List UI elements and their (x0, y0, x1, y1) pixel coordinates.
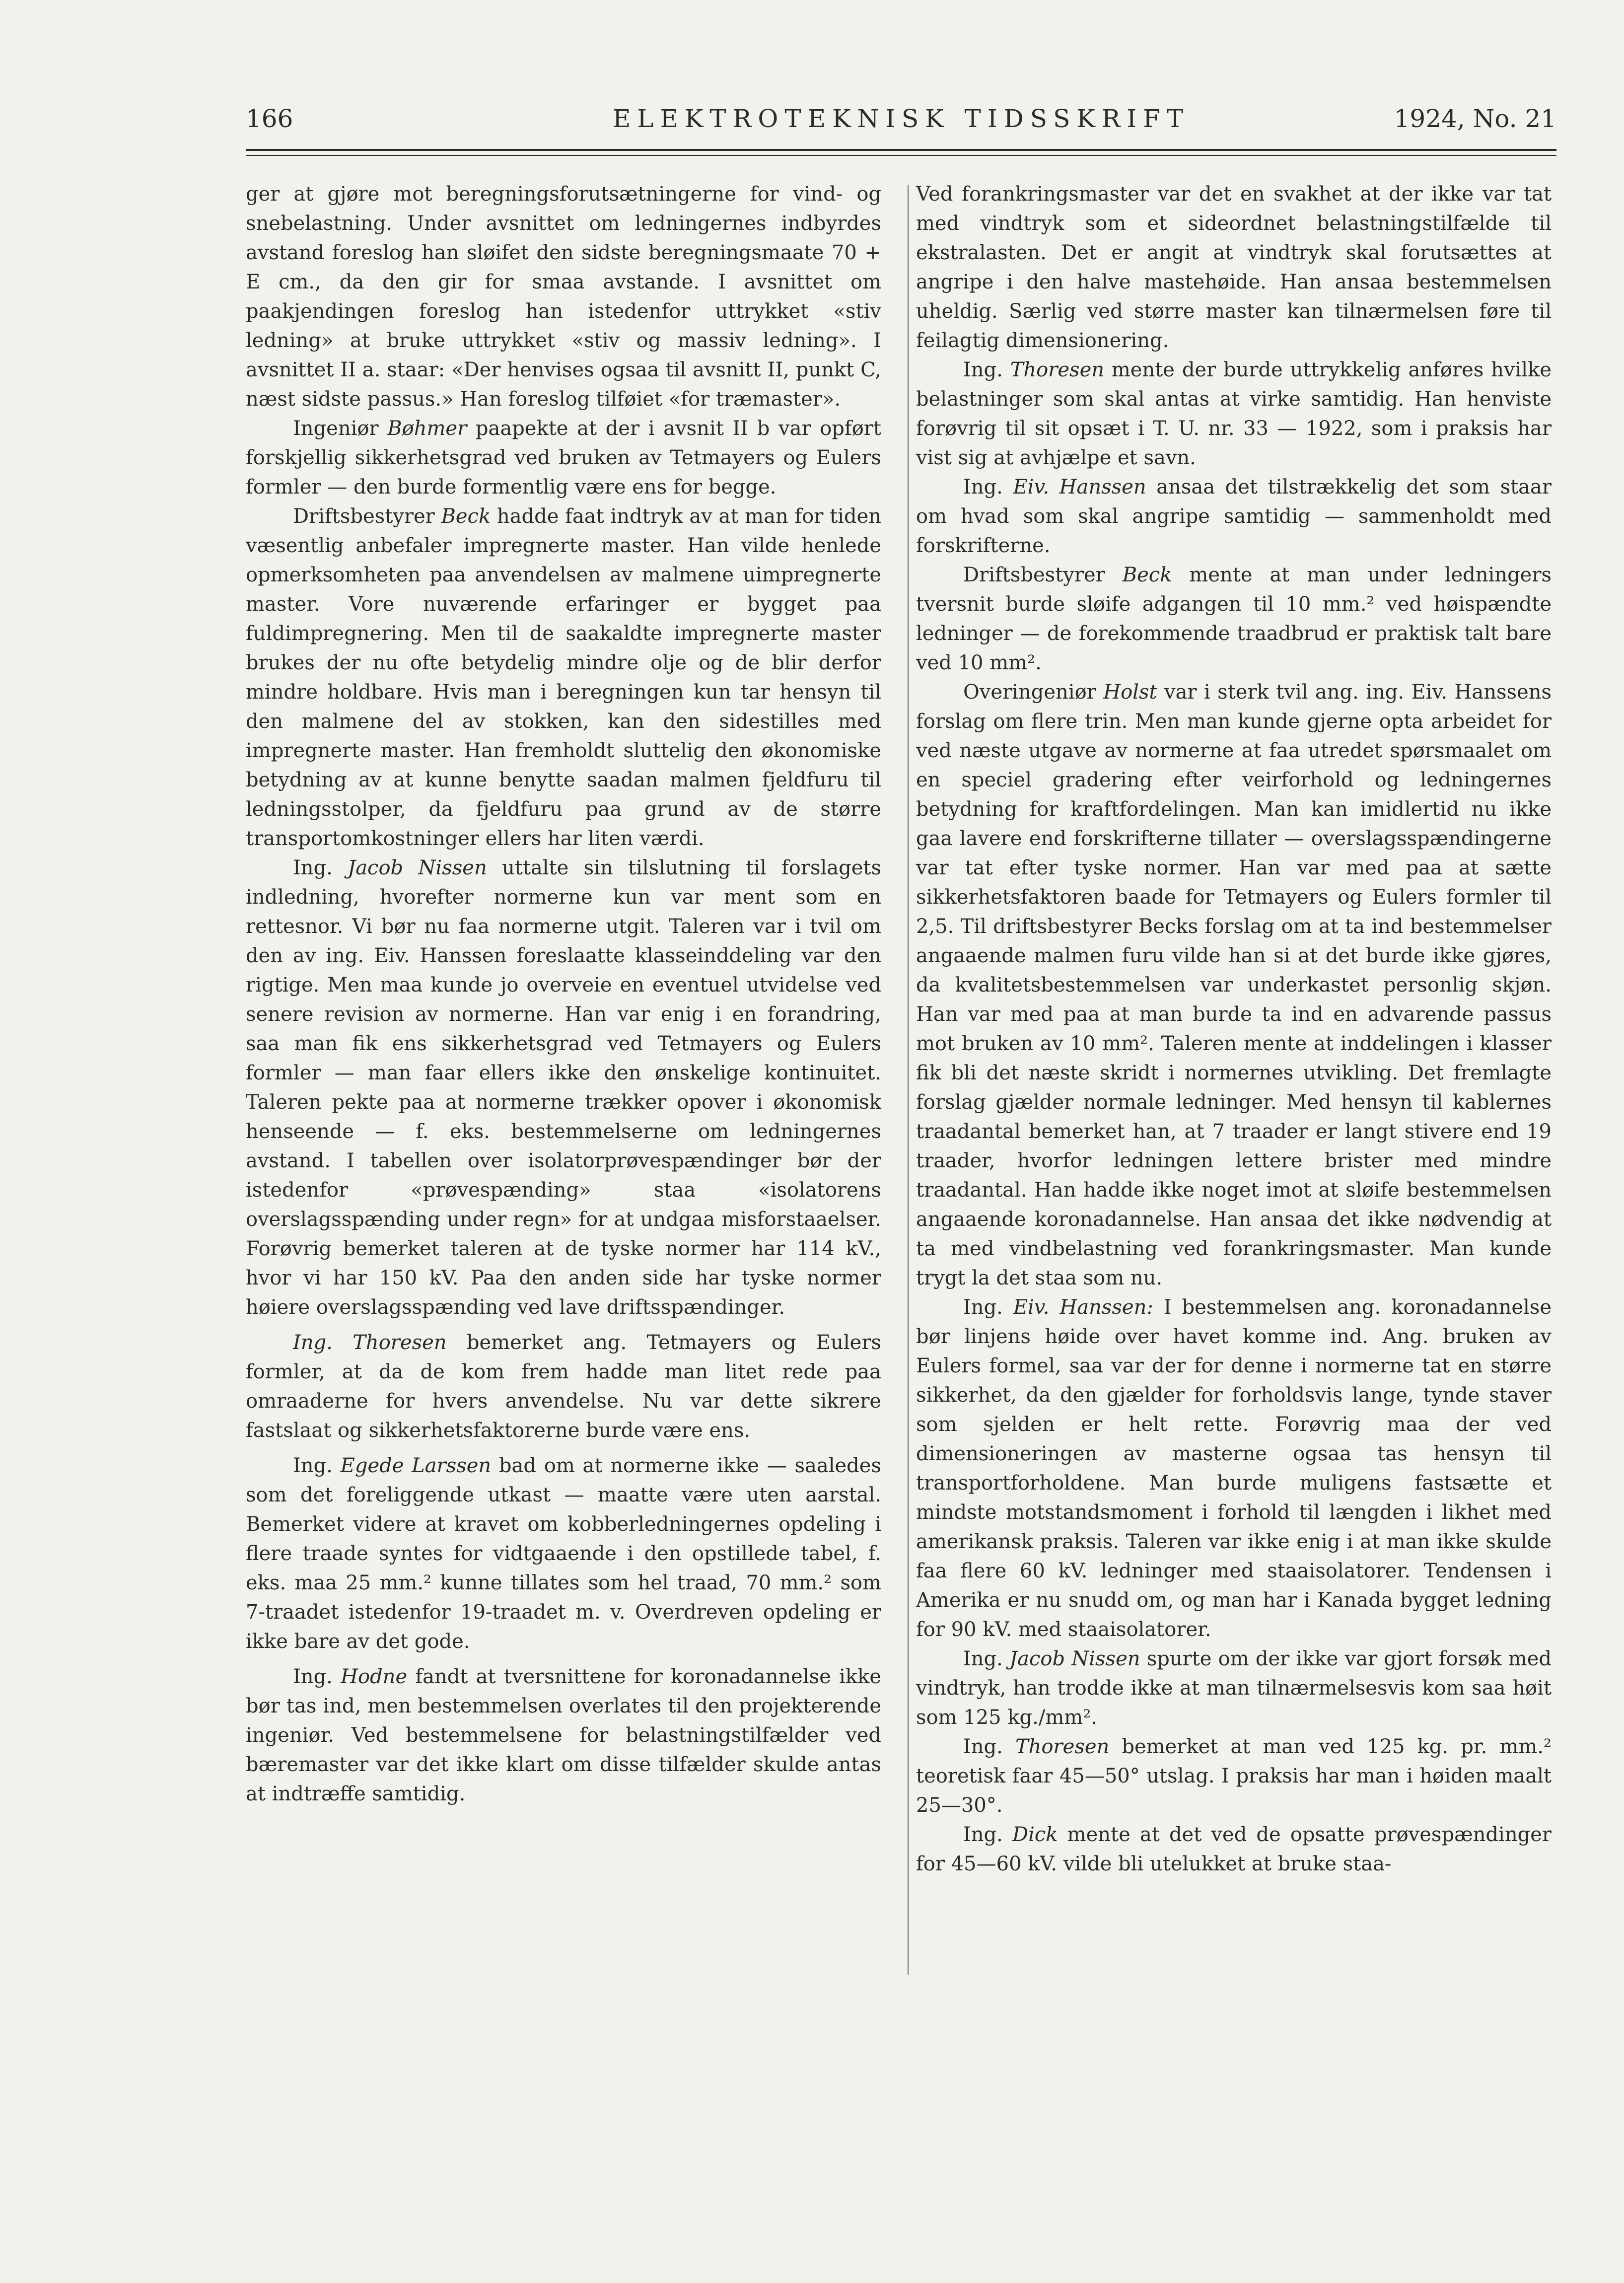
speaker-title: Ing. (963, 1735, 1015, 1758)
column-divider (908, 185, 909, 1975)
speaker-title: Driftsbestyrer (293, 505, 441, 528)
paragraph-text: mente at man under ledningers tversnit burde sløife adgangen til 10 mm.² ved høispændte ledninger — de forekommende traadbrud er praktisk talt bare ved 10 mm². (916, 564, 1552, 674)
paragraph-text: hadde faat indtryk av at man for tiden væsentlig anbefaler impregnerte master. Han vilde henlede opmerksomheten paa anvendelsen av malmene uimpregnerte master. Vore nuværende erfaringer er bygget paa fuldimpregnering. Men til de saakaldte impregnerte master brukes der nu ofte betydelig mindre olje og de blir derfor mindre holdbare. Hvis man i beregningen kun tar hensyn til den malmene del av stokken, kan den sidestilles med impregnerte master. Han fremholdt sluttelig den økonomiske betydning av at kunne benytte saadan malmen fjeldfuru til ledningsstolper, da fjeldfuru paa grund av de større transportomkostninger ellers har liten værdi. (246, 505, 882, 850)
speaker-title: Driftsbestyrer (963, 564, 1123, 586)
paragraph (246, 1662, 881, 1809)
speaker-name: Hodne (341, 1665, 408, 1688)
speaker-title: Ing. (293, 1331, 353, 1354)
speaker-title: Ing. (293, 856, 348, 879)
paragraph-text: mente at det ved de opsatte prøvespændinger for 45—60 kV. vilde bli utelukket at bruke staa- (916, 1823, 1552, 1875)
paragraph-text: mente der burde uttrykkelig anføres hvilke belastninger som skal antas at virke samtidig. Han henviste forøvrig til sit opsæt i T. U. nr. 33 — 1922, som i praksis har vist sig at avhjælpe et savn. (916, 358, 1552, 469)
paragraph-text: paapekte at der i avsnit II b var opført forskjellig sikkerhetsgrad ved bruken av Tetmayers og Eulers formler — den burde formentlig være ens for begge. (246, 417, 881, 499)
paragraph-text: fandt at tversnittene for koronadannelse ikke bør tas ind, men bestemmelsen overlates til den projekterende ingeniør. Ved bestemmelsene for belastningstilfælder ved bæremaster var det ikke klart om disse tilfælder skulde antas at indtræffe samtidig. (246, 1665, 881, 1805)
speaker-name: Thoresen (1010, 358, 1105, 381)
paragraph (916, 561, 1552, 678)
paragraph-text: ansaa det tilstrækkelig det som staar om hvad som skal angripe samtidig — sammenholdt med forskrifterne. (916, 476, 1552, 557)
paragraph (916, 1644, 1552, 1732)
speaker-name: Dick (1012, 1823, 1058, 1846)
paragraph-text: I bestemmelsen ang. koronadannelse bør linjens høide over havet komme ind. Ang. bruken av Eulers formel, saa var der for denne i normerne tat en større sikkerhet, da den gjælder for forholdsvis lange, tynde staver som sjelden er helt rette. Forøvrig maa der ved dimensioneringen av masterne ogsaa tas hensyn til transportforholdene. Man burde muligens fastsætte et mindste motstandsmoment i forhold til længden i likhet med amerikansk praksis. Taleren var ikke enig i at man ikke skulde faa flere 60 kV. ledninger med staaisolatorer. Tendensen i Amerika er nu snudd om, og man har i Kanada bygget ledning for 90 kV. med staaisolatorer. (916, 1296, 1552, 1641)
paragraph-text: Ved forankringsmaster var det en svakhet at der ikke var tat med vindtryk som et sideordnet belastningstilfælde til ekstralasten. Det er angit at vindtryk skal forutsættes at angripe i den halve mastehøide. Han ansaa bestemmelsen uheldig. Særlig ved større master kan tilnærmelsen føre til feilagtig dimensionering. (916, 183, 1552, 352)
journal-title: ELEKTROTEKNISK TIDSSKRIFT (612, 104, 1190, 133)
paragraph (246, 502, 881, 854)
left-column (246, 180, 881, 1809)
paragraph (916, 1293, 1552, 1644)
page-number: 166 (246, 104, 293, 133)
page-header (246, 104, 1556, 134)
paragraph (916, 356, 1552, 473)
header-rule (246, 149, 1556, 156)
paragraph (916, 180, 1552, 356)
speaker-name: Eiv. Hanssen (1013, 476, 1146, 499)
speaker-title: Overingeniør (963, 681, 1104, 704)
paragraph-text: var i sterk tvil ang. ing. Eiv. Hanssens forslag om flere trin. Men man kunde gjerne opta arbeidet for ved næste utgave av normerne at faa utredet spørsmaalet om en speciel gradering efter veirforhold og ledningernes betydning for kraftfordelingen. Man kan imidlertid nu ikke gaa lavere end forskrifterne tillater — overslagsspændingerne var tat efter tyske normer. Han var med paa at sætte sikkerhetsfaktoren baade for Tetmayers og Eulers formler til 2,5. Til driftsbestyrer Becks forslag om at ta ind bestemmelser angaaende malmen furu vilde han si at det burde ikke gjøres, da kvalitetsbestemmelsen var underkastet personlig skjøn. Han var med paa at man burde ta ind en advarende passus mot bruken av 10 mm². Taleren mente at inddelingen i klasser fik bli det næste skridt i normernes utvikling. Det fremlagte forslag gjælder normale ledninger. Med hensyn til kablernes traadantal bemerket han, at 7 traader er langt stivere end 19 traader, hvorfor ledningen lettere brister med mindre traadantal. Han hadde ikke noget imot at sløife bestemmelsen angaaende koronadannelse. Han ansaa det ikke nødvendig at ta med vindbelastning ved forankringsmaster. Man kunde trygt la det staa som nu. (916, 681, 1552, 1289)
speaker-name: Bøhmer (387, 417, 467, 440)
paragraph (246, 1451, 881, 1656)
speaker-title: Ing. (963, 476, 1013, 499)
paragraph (916, 678, 1552, 1293)
paragraph-text: bad om at normerne ikke — saaledes som det foreliggende utkast — maatte være uten aarstal. Bemerket videre at kravet om kobberledningernes opdeling i flere traade syntes for vidtgaaende i den opstillede tabel, f. eks. maa 25 mm.² kunne tillates som hel traad, 70 mm.² som 7-traadet istedenfor 19-traadet m. v. Overdreven opdeling er ikke bare av det gode. (246, 1454, 881, 1653)
speaker-name: Egede Larssen (340, 1454, 492, 1477)
speaker-name: Jacob Nissen (1009, 1647, 1140, 1670)
paragraph (916, 1732, 1552, 1820)
speaker-name: Thoresen (353, 1331, 447, 1354)
paragraph-text: ger at gjøre mot beregningsforutsætningerne for vind- og snebelastning. Under avsnittet om ledningernes indbyrdes avstand foreslog han sløifet den sidste beregningsmaate 70 + E cm., da den gir for smaa avstande. I avsnittet om paakjendingen foreslog han istedenfor uttrykket «stiv ledning» at bruke uttrykket «stiv og massiv ledning». I avsnittet II a. staar: «Der henvises ogsaa til avsnitt II, punkt C, næst sidste passus.» Han foreslog tilføiet «for træmaster». (246, 183, 881, 411)
speaker-name: Thoresen (1015, 1735, 1110, 1758)
issue-label: 1924, No. 21 (1394, 104, 1556, 133)
paragraph-text: spurte om der ikke var gjort forsøk med vindtryk, han trodde ikke at man tilnærmelsesvis kom saa høit som 125 kg./mm². (916, 1647, 1552, 1729)
right-column (916, 180, 1552, 1879)
paragraph (246, 414, 881, 502)
paragraph (246, 180, 881, 414)
speaker-name: Holst (1103, 681, 1157, 704)
paragraph-text: uttalte sin tilslutning til forslagets indledning, hvorefter normerne kun var ment som en rettesnor. Vi bør nu faa normerne utgit. Taleren var i tvil om den av ing. Eiv. Hanssen foreslaatte klasseinddeling var den rigtige. Men maa kunde jo overveie en eventuel utvidelse ved senere revision av normerne. Han var enig i en forandring, saa man fik ens sikkerhetsgrad ved Tetmayers og Eulers formler — man faar ellers ikke den ønskelige kontinuitet. Taleren pekte paa at normerne trækker opover i økonomisk henseende — f. eks. bestemmelserne om ledningernes avstand. I tabellen over isolatorprøvespændinger bør der istedenfor «prøvespænding» staa «isolatorens overslagsspænding under regn» for at undgaa misforstaaelser. Forøvrig bemerket taleren at de tyske normer har 114 kV., hvor vi har 150 kV. Paa den anden side har tyske normer høiere overslagsspænding ved lave driftsspændinger. (246, 856, 881, 1319)
paragraph (916, 473, 1552, 561)
speaker-name: Beck (441, 505, 491, 528)
speaker-title: Ing. (963, 1647, 1010, 1670)
paragraph-text: bemerket at man ved 125 kg. pr. mm.² teoretisk faar 45—50° utslag. I praksis har man i høiden maalt 25—30°. (916, 1735, 1552, 1817)
speaker-title: Ingeniør (293, 417, 388, 440)
speaker-title: Ing. (293, 1665, 341, 1688)
speaker-title: Ing. (293, 1454, 341, 1477)
paragraph-text: bemerket ang. Tetmayers og Eulers formler, at da de kom frem hadde man litet rede paa omraaderne for hvers anvendelse. Nu var dette sikrere fastslaat og sikkerhetsfaktorerne burde være ens. (246, 1331, 881, 1442)
speaker-name: Jacob Nissen (348, 856, 487, 879)
paragraph (246, 854, 881, 1322)
speaker-title: Ing. (963, 1823, 1013, 1846)
speaker-name: Eiv. Hanssen: (1013, 1296, 1153, 1319)
speaker-title: Ing. (963, 1296, 1013, 1319)
speaker-title: Ing. (963, 358, 1010, 381)
paragraph (916, 1820, 1552, 1879)
speaker-name: Beck (1122, 564, 1172, 586)
paragraph (246, 1328, 881, 1445)
